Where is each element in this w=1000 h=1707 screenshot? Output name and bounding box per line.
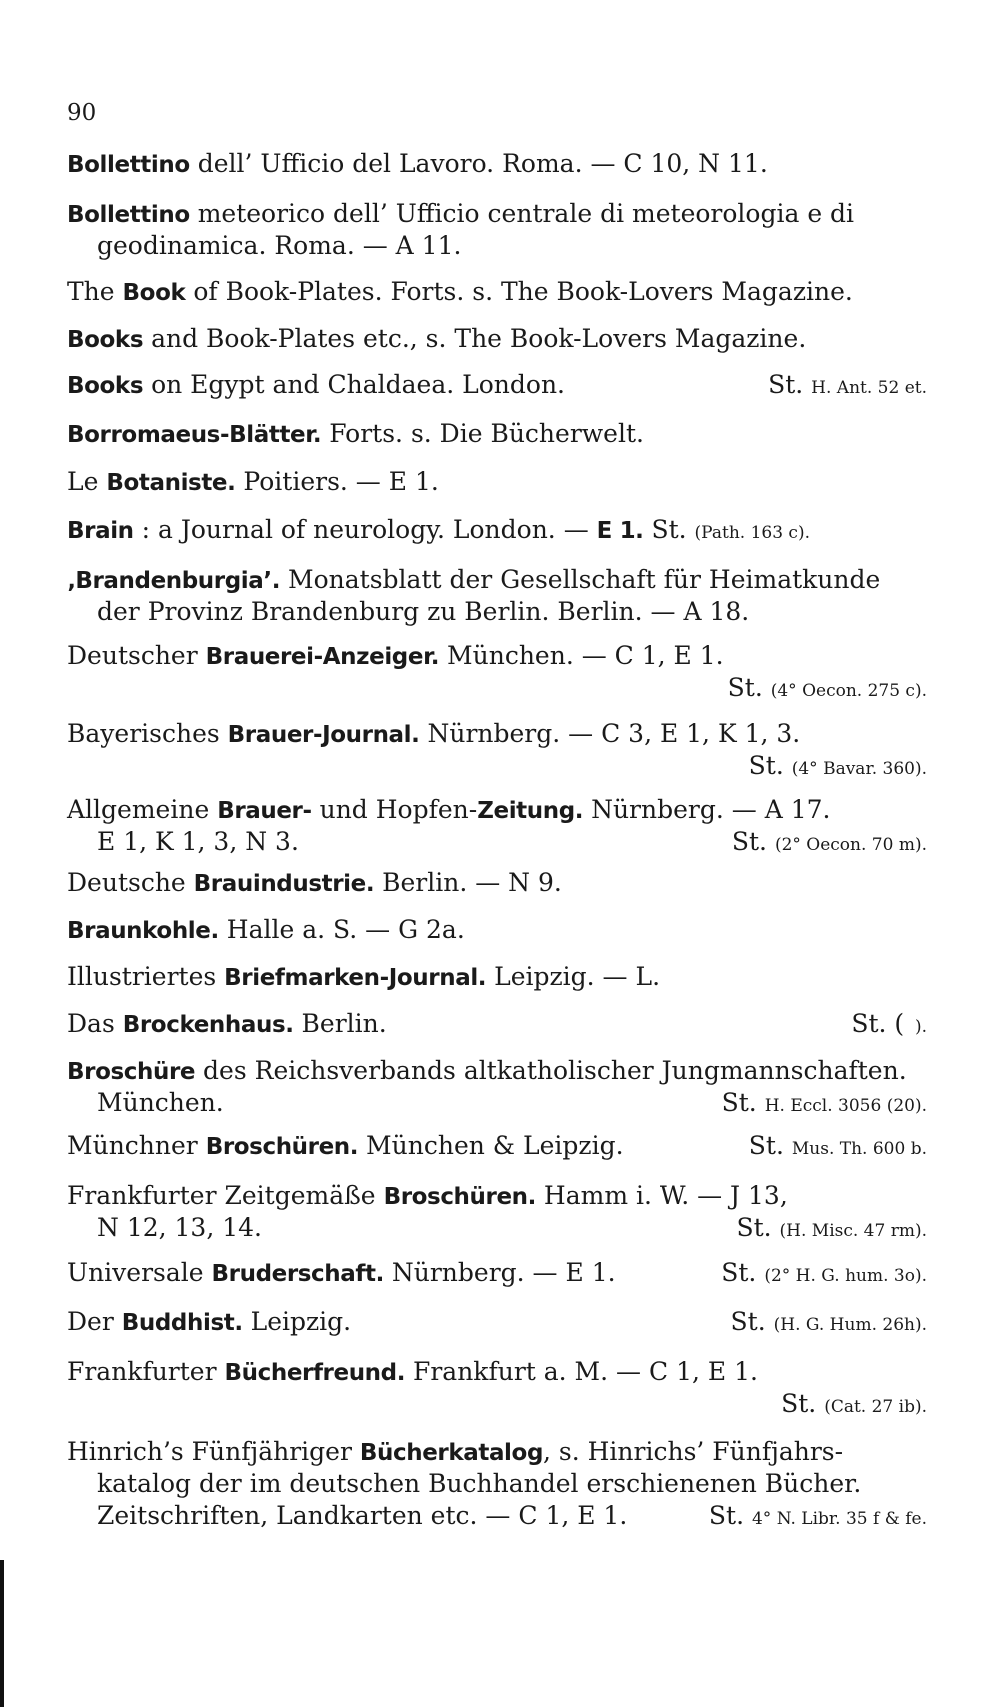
entry-prefix: Le [67, 467, 107, 496]
catalog-entry [67, 867, 927, 899]
catalog-entry [67, 1008, 927, 1040]
scan-margin-mark [0, 1560, 4, 1707]
entry-title: Buddhist. [121, 1310, 243, 1336]
entry-title-2: Zeitung. [477, 798, 584, 824]
entry-text: Hamm i. W. — J 13, [535, 1181, 788, 1210]
entry-text: Monatsblatt der Gesellschaft für Heimatkunde [280, 565, 881, 594]
catalog-entry [67, 1130, 927, 1162]
entry-title: Brockenhaus. [122, 1012, 294, 1038]
catalog-entry [67, 418, 927, 450]
catalog-entry [67, 1180, 927, 1244]
shelfmark: St. (2° Oecon. 70 m). [731, 827, 927, 856]
catalog-entry [67, 914, 927, 946]
entry-prefix: Hinrich’s Fünfjähriger [67, 1437, 360, 1466]
entry-title: Braunkohle. [67, 918, 219, 944]
entry-holding: E 1. [596, 518, 644, 544]
catalog-entry [67, 1436, 927, 1532]
entry-continuation: katalog der im deutschen Buchhandel erschienenen Bücher. [97, 1469, 862, 1498]
entry-text: München. — C 1, E 1. [439, 641, 724, 670]
entry-prefix: Frankfurter Zeitgemäße [67, 1181, 384, 1210]
entry-prefix: Das [67, 1009, 123, 1038]
entry-text: dell’ Ufficio del Lavoro. Roma. — C 10, N 11. [189, 149, 768, 178]
shelfmark: St. (4° Oecon. 275 c). [727, 673, 927, 702]
entry-text: Nürnberg. — C 3, E 1, K 1, 3. [419, 719, 801, 748]
entry-prefix: Deutscher [67, 641, 206, 670]
entry-text: and Book-Plates etc., s. The Book-Lovers Magazine. [143, 324, 807, 353]
catalog-entry [67, 640, 927, 704]
shelfmark: St. (4° Bavar. 360). [748, 751, 927, 780]
entry-title: Bollettino [67, 152, 190, 178]
entry-text: Halle a. S. — G 2a. [218, 915, 465, 944]
shelfmark: St. 4° N. Libr. 35 f & fe. [708, 1501, 927, 1530]
entry-title: Bücherfreund. [224, 1360, 406, 1386]
entry-title: Borromaeus-Blätter. [67, 422, 322, 448]
entry-continuation: München. [97, 1088, 224, 1117]
shelfmark: St. ( ). [851, 1009, 927, 1038]
entry-text: Poitiers. — E 1. [235, 467, 439, 496]
entry-title: Bücherkatalog [359, 1440, 544, 1466]
entry-continuation: der Provinz Brandenburg zu Berlin. Berlin. — A 18. [97, 597, 750, 626]
shelfmark: St. H. Eccl. 3056 (20). [721, 1088, 927, 1117]
catalog-entry [67, 1306, 927, 1338]
entry-title: Briefmarken-Journal. [224, 965, 487, 991]
shelfmark: St. (2° H. G. hum. 3o). [721, 1258, 927, 1287]
catalog-entry [67, 794, 927, 858]
entry-title: Books [67, 373, 144, 399]
entry-title: Book [122, 280, 186, 306]
entry-prefix: Der [67, 1307, 122, 1336]
entry-prefix: Deutsche [67, 868, 194, 897]
entry-title: Books [67, 327, 144, 353]
entry-title: Brauer-Journal. [227, 722, 420, 748]
catalog-entry [67, 466, 927, 498]
shelfmark: St. (Cat. 27 ib). [781, 1389, 927, 1418]
catalog-entry [67, 198, 927, 262]
catalog-entry [67, 323, 927, 355]
page-number: 90 [67, 100, 97, 126]
entry-text: Forts. s. Die Bücherwelt. [321, 419, 644, 448]
entry-prefix: Universale [67, 1258, 212, 1287]
entry-text: meteorico dell’ Ufficio centrale di meteorologia e di [189, 199, 855, 228]
entry-text: Frankfurt a. M. — C 1, E 1. [405, 1357, 758, 1386]
entry-text: Leipzig. — L. [486, 962, 661, 991]
entry-text: des Reichsverbands altkatholischer Jungmannschaften. [195, 1056, 907, 1085]
entry-text: Nürnberg. — E 1. [383, 1258, 616, 1287]
entry-text: Berlin. — N 9. [374, 868, 562, 897]
catalog-entry [67, 1055, 927, 1119]
entry-prefix: Münchner [67, 1131, 206, 1160]
entry-prefix: Bayerisches [67, 719, 228, 748]
entry-continuation: Zeitschriften, Landkarten etc. — C 1, E 1. [97, 1501, 628, 1530]
shelfmark: St. Mus. Th. 600 b. [748, 1131, 927, 1160]
entry-title: Broschüren. [383, 1184, 536, 1210]
catalog-entry [67, 514, 927, 546]
entry-title: Broschüre [67, 1059, 196, 1085]
entry-continuation: geodinamica. Roma. — A 11. [97, 231, 462, 260]
entry-title: Brauer- [217, 798, 312, 824]
entry-text: und Hopfen- [311, 795, 478, 824]
catalog-entry [67, 148, 927, 180]
entry-text: St. [643, 515, 695, 544]
shelfmark: St. (H. G. Hum. 26h). [730, 1307, 927, 1336]
catalog-entry [67, 564, 927, 628]
entry-text: : a Journal of neurology. London. — [133, 515, 597, 544]
entry-title: Botaniste. [106, 470, 236, 496]
entry-title: Brauerei-Anzeiger. [205, 644, 440, 670]
entry-text: Nürnberg. — A 17. [583, 795, 831, 824]
entry-title: Bruderschaft. [211, 1261, 384, 1287]
entry-prefix: Illustriertes [67, 962, 225, 991]
entry-continuation: E 1, K 1, 3, N 3. [97, 827, 299, 856]
entry-text: Berlin. [293, 1009, 387, 1038]
entry-text: München & Leipzig. [358, 1131, 624, 1160]
entry-title: Bollettino [67, 202, 190, 228]
entry-text: , s. Hinrichs’ Fünfjahrs- [543, 1437, 844, 1466]
catalog-entry [67, 369, 927, 401]
shelfmark: St. H. Ant. 52 et. [768, 370, 927, 399]
entry-title: Broschüren. [205, 1134, 359, 1160]
entry-title: Brain [67, 518, 134, 544]
entry-prefix: The [67, 277, 123, 306]
catalog-entry [67, 1356, 927, 1420]
shelfmark: (Path. 163 c). [694, 523, 810, 543]
entry-text: of Book-Plates. Forts. s. The Book-Lovers Magazine. [185, 277, 853, 306]
entry-prefix: Allgemeine [67, 795, 218, 824]
shelfmark: St. (H. Misc. 47 rm). [736, 1213, 927, 1242]
entry-text: Leipzig. [242, 1307, 352, 1336]
entry-title: Brauindustrie. [193, 871, 375, 897]
catalog-entry [67, 961, 927, 993]
entry-text: on Egypt and Chaldaea. London. [143, 370, 565, 399]
entry-continuation: N 12, 13, 14. [97, 1213, 262, 1242]
catalog-entry [67, 718, 927, 782]
catalog-entry [67, 1257, 927, 1289]
entry-title: ‚Brandenburgia’. [67, 568, 281, 594]
catalog-entry [67, 276, 927, 308]
entry-prefix: Frankfurter [67, 1357, 225, 1386]
